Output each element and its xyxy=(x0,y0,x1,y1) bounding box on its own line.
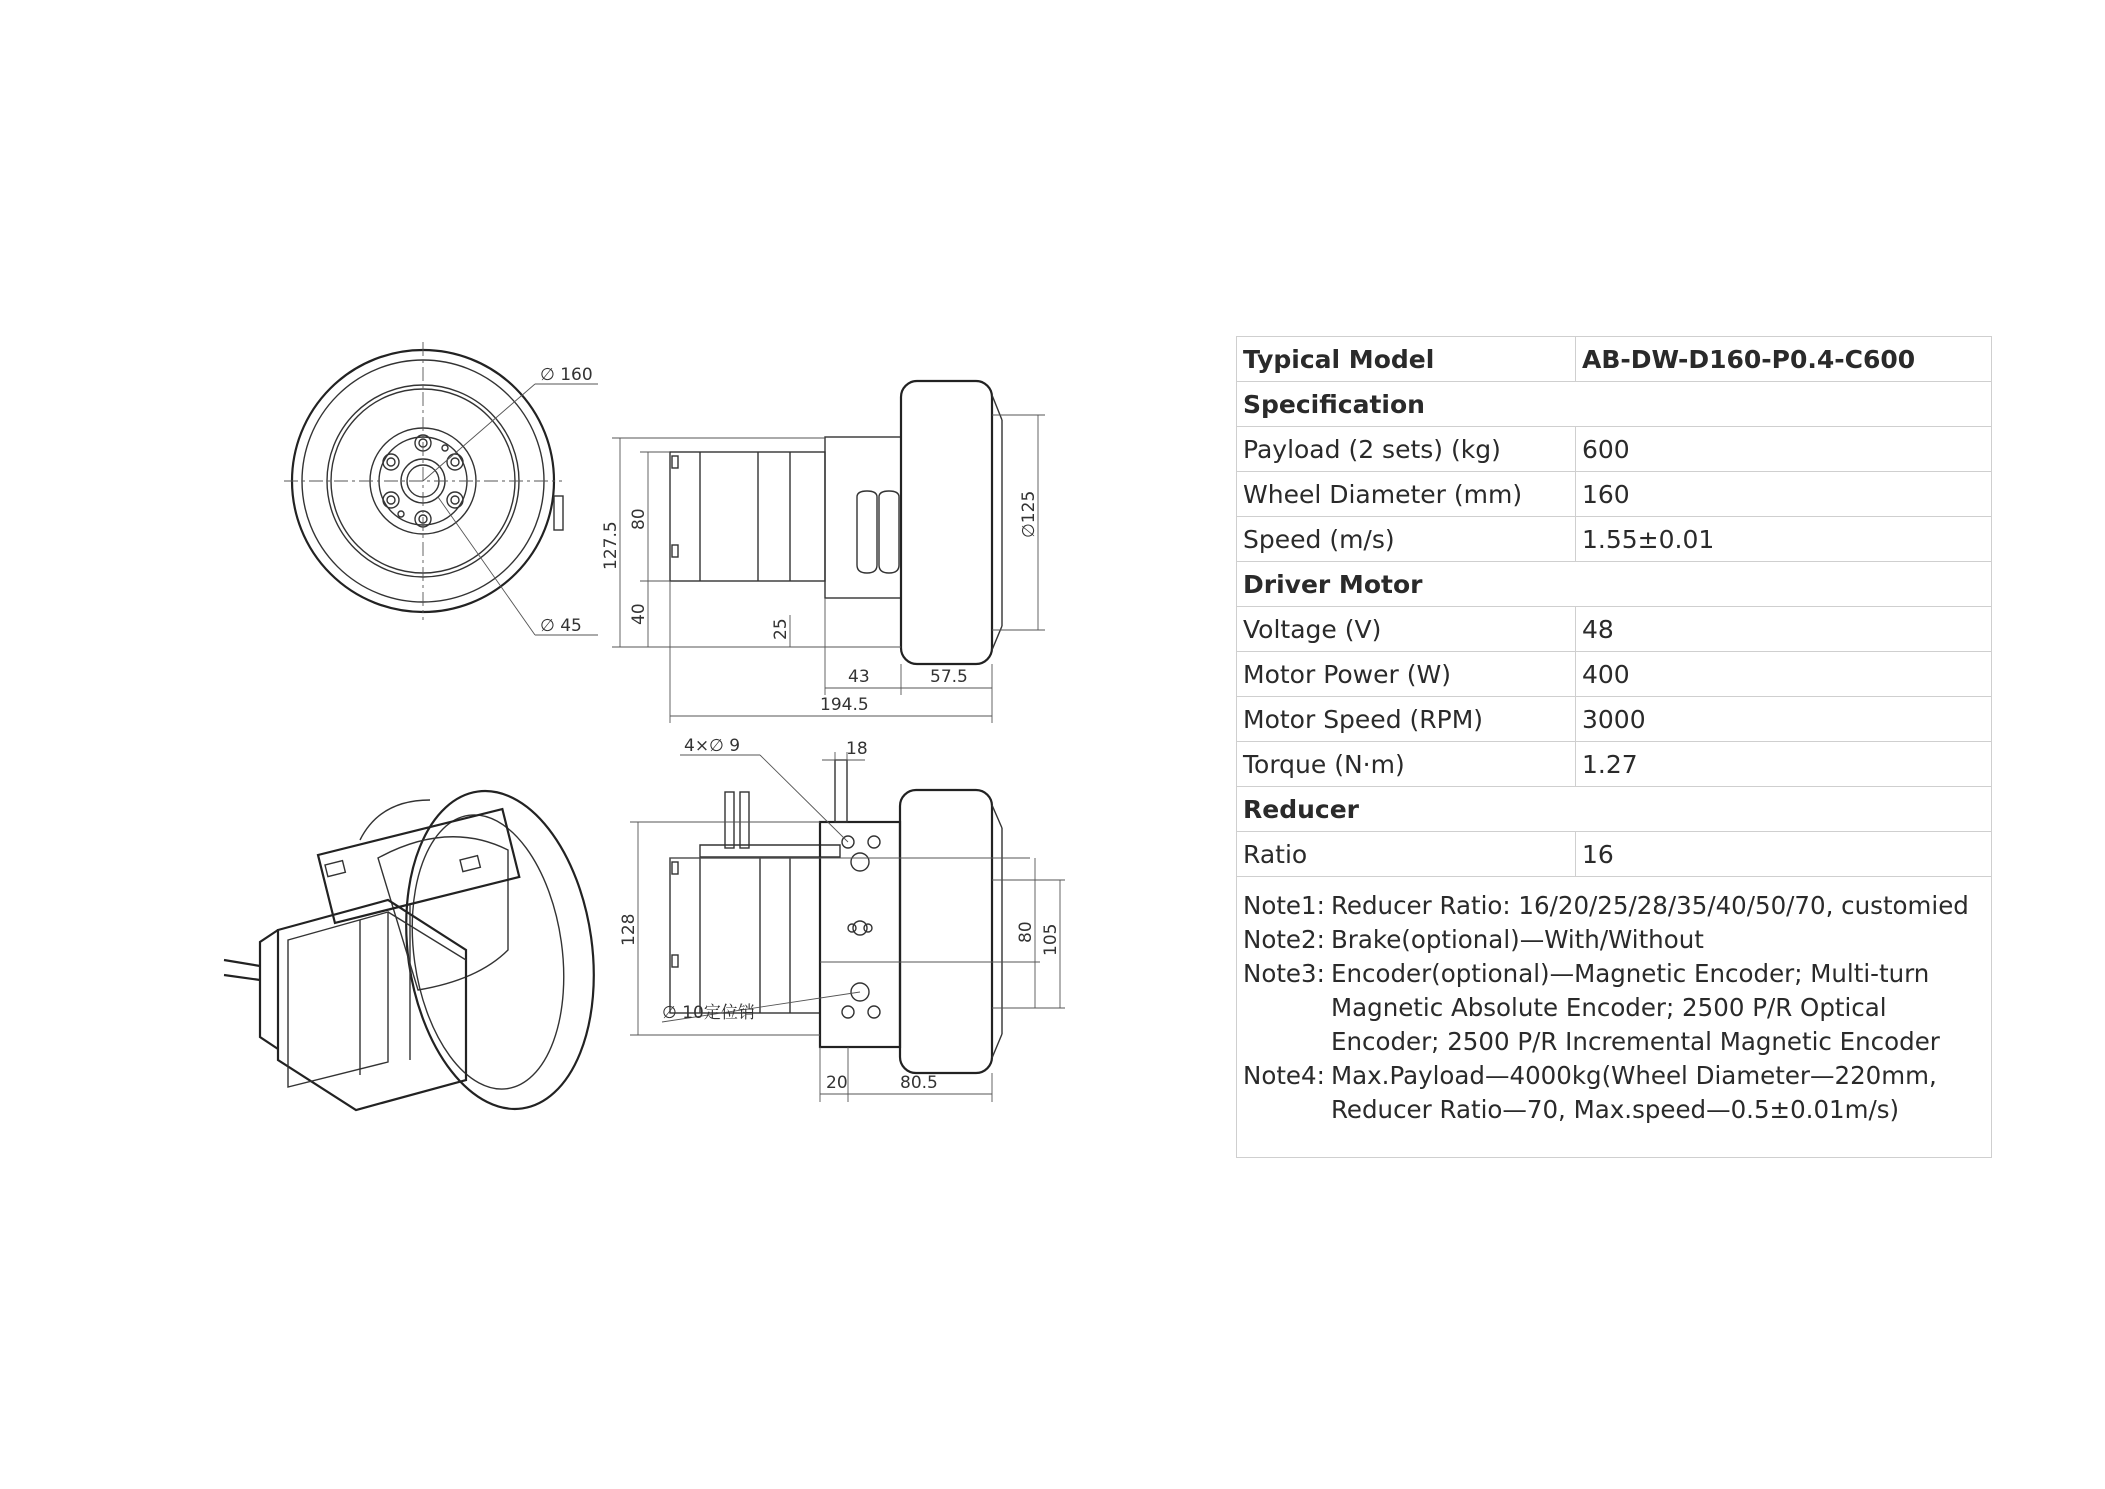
spec-value: 1.55±0.01 xyxy=(1576,517,1992,562)
note-3 xyxy=(1243,957,1991,1059)
spec-label: Ratio xyxy=(1237,832,1576,877)
dim-d125: ∅125 xyxy=(1019,490,1039,538)
section-title: Driver Motor xyxy=(1237,562,1991,607)
note-text: Max.Payload—4000kg(Wheel Diameter—220mm, Reducer Ratio—70, Max.speed—0.5±0.01m/s) xyxy=(1331,1061,1937,1124)
spec-value: 16 xyxy=(1576,832,1992,877)
note-key: Note3: xyxy=(1243,959,1325,988)
spec-label: Wheel Diameter (mm) xyxy=(1237,472,1576,517)
spec-row-torque xyxy=(1237,742,1991,787)
dim-194-5: 194.5 xyxy=(820,695,869,715)
wheel-isometric-view xyxy=(224,779,613,1121)
spec-row-ratio xyxy=(1237,832,1991,877)
spec-label: Payload (2 sets) (kg) xyxy=(1237,427,1576,472)
spec-row-wheel-diameter xyxy=(1237,472,1991,517)
dim-holes: 4×∅ 9 xyxy=(684,736,741,756)
spec-row-model xyxy=(1237,337,1991,382)
spec-label: Torque (N·m) xyxy=(1237,742,1576,787)
note-text: Encoder(optional)—Magnetic Encoder; Multi-turn Magnetic Absolute Encoder; 2500 P/R Optical Encoder; 2500 P/R Incremental Magnetic Encoder xyxy=(1331,959,1940,1056)
dim-127-5: 127.5 xyxy=(601,521,621,570)
spec-value: 3000 xyxy=(1576,697,1992,742)
dim-43: 43 xyxy=(848,667,870,687)
note-key: Note1: xyxy=(1243,891,1325,920)
spec-label: Speed (m/s) xyxy=(1237,517,1576,562)
spec-value: 600 xyxy=(1576,427,1992,472)
spec-row-motor-power xyxy=(1237,652,1991,697)
note-text: Reducer Ratio: 16/20/25/28/35/40/50/70, customied xyxy=(1331,891,1969,920)
dim-d45: ∅ 45 xyxy=(540,616,582,636)
dim-20: 20 xyxy=(826,1073,848,1093)
spec-value: 400 xyxy=(1576,652,1992,697)
spec-label: Voltage (V) xyxy=(1237,607,1576,652)
dim-57-5: 57.5 xyxy=(930,667,968,687)
spec-section-specification xyxy=(1237,382,1991,427)
dim-80-5: 80.5 xyxy=(900,1073,938,1093)
spec-row-motor-speed xyxy=(1237,697,1991,742)
spec-row-payload xyxy=(1237,427,1991,472)
section-title: Reducer xyxy=(1237,787,1991,832)
dim-128: 128 xyxy=(619,913,639,946)
spec-value: AB-DW-D160-P0.4-C600 xyxy=(1576,337,1992,382)
note-text: Brake(optional)—With/Without xyxy=(1331,925,1704,954)
dim-18: 18 xyxy=(846,739,868,759)
spec-table xyxy=(1237,337,1991,877)
spec-value: 1.27 xyxy=(1576,742,1992,787)
wheel-side-view xyxy=(601,381,1045,723)
dim-80-bottom: 80 xyxy=(1016,921,1036,943)
spec-value: 160 xyxy=(1576,472,1992,517)
note-1 xyxy=(1243,889,1991,923)
note-4 xyxy=(1243,1059,1991,1127)
dim-pin: ∅ 10定位销 xyxy=(662,1003,755,1023)
notes-block xyxy=(1237,877,1991,1127)
dim-80-top: 80 xyxy=(629,508,649,530)
dim-40: 40 xyxy=(629,603,649,625)
wheel-front-view xyxy=(284,342,598,636)
spec-section-reducer xyxy=(1237,787,1991,832)
dim-25: 25 xyxy=(771,618,791,640)
dim-d160: ∅ 160 xyxy=(540,365,593,385)
spec-label: Motor Speed (RPM) xyxy=(1237,697,1576,742)
spec-label: Motor Power (W) xyxy=(1237,652,1576,697)
note-key: Note2: xyxy=(1243,925,1325,954)
spec-label: Typical Model xyxy=(1237,337,1576,382)
spec-sheet xyxy=(1236,336,1992,1158)
section-title: Specification xyxy=(1237,382,1991,427)
spec-section-driver-motor xyxy=(1237,562,1991,607)
note-key: Note4: xyxy=(1243,1061,1325,1090)
spec-row-speed xyxy=(1237,517,1991,562)
dim-105: 105 xyxy=(1041,923,1061,956)
spec-value: 48 xyxy=(1576,607,1992,652)
wheel-bracket-view xyxy=(619,736,1065,1102)
spec-row-voltage xyxy=(1237,607,1991,652)
note-2 xyxy=(1243,923,1991,957)
